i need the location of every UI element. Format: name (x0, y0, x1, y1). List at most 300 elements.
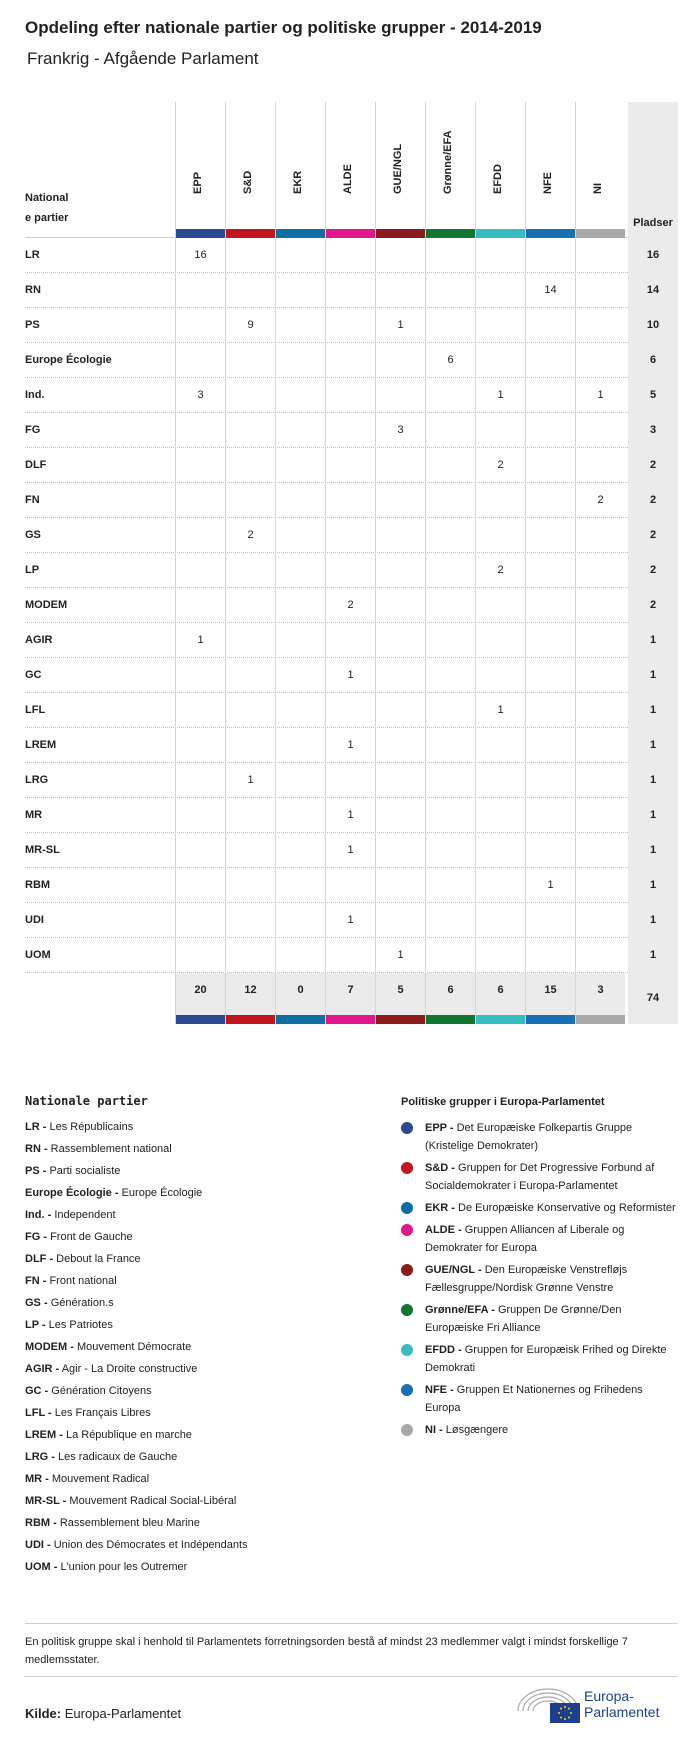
seat-cell (325, 518, 375, 553)
party-abbr: FN - (25, 1275, 47, 1287)
party-legend-item (25, 1204, 365, 1226)
seat-cell (425, 553, 475, 588)
row-seat-total: 6 (628, 343, 678, 378)
footnote: En politisk gruppe skal i henhold til Parlamentets forretningsorden bestå af mindst 23 medlemmer valgt i mindst forskellige 7 medlemsstater. (25, 1636, 628, 1666)
seat-cell (425, 448, 475, 483)
seat-cell (575, 238, 625, 273)
group-column-header (425, 102, 475, 238)
seat-cell (475, 483, 525, 518)
seat-cell (175, 658, 225, 693)
seat-cell (225, 483, 275, 518)
group-column-label: NFE (542, 172, 554, 194)
seat-cell (525, 483, 575, 518)
party-name: MR-SL (25, 844, 60, 856)
page-subtitle: Frankrig - Afgående Parlament (27, 49, 259, 68)
seat-cell (275, 903, 325, 938)
seat-cell (475, 238, 525, 273)
table-row (25, 308, 678, 343)
party-legend-item (25, 1226, 365, 1248)
party-legend-item (25, 1182, 365, 1204)
political-groups-heading: Politiske grupper i Europa-Parlamentet (401, 1096, 605, 1108)
seat-cell (575, 308, 625, 343)
table-row (25, 518, 678, 553)
group-color-dot-icon (401, 1384, 413, 1396)
seat-cell (325, 273, 375, 308)
group-total-value: 12 (244, 984, 257, 996)
table-row (25, 448, 678, 483)
row-seat-total: 1 (628, 728, 678, 763)
group-legend-item (401, 1199, 681, 1217)
group-column-header (575, 102, 625, 238)
seat-cell (325, 238, 375, 273)
group-full-name: Gruppen Et Nationernes og Frihedens Europa (425, 1384, 643, 1414)
seat-cell (375, 588, 425, 623)
seat-cell (525, 693, 575, 728)
seat-cell: 3 (175, 378, 225, 413)
seat-cell (275, 588, 325, 623)
seat-cell (325, 938, 375, 973)
ep-logo (516, 1685, 681, 1725)
seat-cell (275, 448, 325, 483)
seat-cell (425, 378, 475, 413)
seat-cell (375, 483, 425, 518)
party-name: RBM (25, 879, 51, 891)
seat-cell (175, 868, 225, 903)
seat-cell: 2 (575, 483, 625, 518)
seat-cell (175, 588, 225, 623)
seat-cell (175, 693, 225, 728)
party-full-name: Les radicaux de Gauche (58, 1451, 178, 1463)
group-full-name: Det Europæiske Folkepartis Gruppe (Kristelige Demokrater) (425, 1122, 633, 1152)
seat-cell (325, 448, 375, 483)
table-row (25, 798, 678, 833)
row-seat-total: 10 (628, 308, 678, 343)
row-seat-total: 1 (628, 658, 678, 693)
seat-cell: 1 (325, 903, 375, 938)
seat-cell (575, 763, 625, 798)
seat-cell (225, 238, 275, 273)
seat-cell (425, 238, 475, 273)
seat-cell (525, 658, 575, 693)
source-value: Europa-Parlamentet (64, 1706, 182, 1721)
party-full-name: Parti socialiste (49, 1165, 121, 1177)
seat-cell (375, 378, 425, 413)
group-legend-item (401, 1221, 681, 1257)
seat-cell (225, 693, 275, 728)
seat-cell (475, 413, 525, 448)
party-full-name: Les Patriotes (48, 1319, 113, 1331)
group-color-bar (276, 1015, 325, 1024)
group-total-cell (525, 973, 575, 1024)
party-abbr: RN - (25, 1143, 48, 1155)
seat-cell: 1 (475, 693, 525, 728)
group-total-cell (275, 973, 325, 1024)
party-abbr: UDI - (25, 1539, 51, 1551)
seat-cell (225, 903, 275, 938)
group-abbr: S&D - (425, 1162, 455, 1174)
group-total-cell (475, 973, 525, 1024)
group-full-name: De Europæiske Konservative og Reformister (458, 1202, 676, 1214)
party-full-name: Europe Écologie (121, 1187, 203, 1199)
party-abbr: LFL - (25, 1407, 52, 1419)
group-total-value: 0 (297, 984, 304, 996)
seat-cell (175, 903, 225, 938)
seat-matrix (25, 102, 678, 1024)
seat-cell (175, 553, 225, 588)
source-label: Kilde: (25, 1706, 62, 1721)
party-full-name: Rassemblement bleu Marine (59, 1517, 200, 1529)
seat-cell (275, 238, 325, 273)
party-legend-item (25, 1446, 365, 1468)
party-name: Europe Écologie (25, 354, 112, 366)
seat-cell (275, 868, 325, 903)
party-abbr: UOM - (25, 1561, 58, 1573)
group-legend-item (401, 1119, 681, 1155)
seat-cell (525, 413, 575, 448)
page-title: Opdeling efter nationale partier og politiske grupper - 2014-2019 (25, 18, 542, 37)
party-full-name: Les Français Libres (54, 1407, 151, 1419)
seat-cell (525, 938, 575, 973)
party-full-name: Debout la France (56, 1253, 141, 1265)
seat-cell (375, 343, 425, 378)
party-abbr: AGIR - (25, 1363, 60, 1375)
seat-cell: 2 (225, 518, 275, 553)
party-legend-item (25, 1270, 365, 1292)
party-abbr: Europe Écologie - (25, 1187, 119, 1199)
group-full-name: Løsgængere (445, 1424, 509, 1436)
group-total-value: 6 (447, 984, 454, 996)
party-legend-item (25, 1424, 365, 1446)
group-color-bar (476, 1015, 525, 1024)
group-total-cell (175, 973, 225, 1024)
group-column-header (225, 102, 275, 238)
group-full-name: Den Europæiske Venstrefløjs Fællesgruppe/Nordisk Grønne Venstre (425, 1264, 628, 1294)
seat-cell: 1 (375, 308, 425, 343)
seat-cell (175, 273, 225, 308)
seat-cell (175, 483, 225, 518)
party-legend-item (25, 1534, 365, 1556)
party-legend-item (25, 1160, 365, 1182)
party-legend-item (25, 1468, 365, 1490)
group-column-header (375, 102, 425, 238)
seat-cell (525, 833, 575, 868)
group-abbr: NFE - (425, 1384, 454, 1396)
party-abbr: LR - (25, 1121, 47, 1133)
seat-cell (425, 763, 475, 798)
logo-line-1: Europa- (584, 1688, 634, 1704)
divider (25, 1623, 678, 1624)
seat-cell (225, 798, 275, 833)
national-parties-legend (25, 1094, 365, 1578)
group-column-header (475, 102, 525, 238)
table-row (25, 903, 678, 938)
group-abbr: Grønne/EFA - (425, 1304, 495, 1316)
group-color-dot-icon (401, 1344, 413, 1356)
seat-cell (525, 378, 575, 413)
seat-cell (175, 308, 225, 343)
party-abbr: FG - (25, 1231, 47, 1243)
group-total-value: 6 (497, 984, 504, 996)
party-name: LREM (25, 739, 57, 751)
party-name: LP (25, 564, 40, 576)
party-abbr: MODEM - (25, 1341, 74, 1353)
row-seat-total: 2 (628, 448, 678, 483)
seat-cell (175, 763, 225, 798)
party-full-name: Génération.s (50, 1297, 114, 1309)
group-column-header (525, 102, 575, 238)
group-legend-item (401, 1421, 681, 1439)
seat-cell (525, 798, 575, 833)
party-abbr: GC - (25, 1385, 49, 1397)
seat-cell (175, 728, 225, 763)
group-legend-item (401, 1261, 681, 1297)
seat-cell (225, 553, 275, 588)
table-row (25, 238, 678, 273)
party-abbr: GS - (25, 1297, 48, 1309)
party-name: DLF (25, 459, 47, 471)
totals-row (25, 973, 678, 1024)
seat-cell (425, 833, 475, 868)
group-column-header (325, 102, 375, 238)
party-name: RN (25, 284, 41, 296)
group-color-dot-icon (401, 1122, 413, 1134)
row-seat-total: 16 (628, 238, 678, 273)
party-name: UOM (25, 949, 51, 961)
party-name: LRG (25, 774, 49, 786)
seat-cell (175, 938, 225, 973)
seat-cell: 1 (375, 938, 425, 973)
seat-cell (325, 693, 375, 728)
seat-cell (225, 728, 275, 763)
seat-cell (575, 728, 625, 763)
group-abbr: NI - (425, 1424, 443, 1436)
table-row (25, 413, 678, 448)
total-seats: 74 (628, 973, 678, 1024)
seat-cell (475, 343, 525, 378)
seat-cell (575, 588, 625, 623)
party-name: GS (25, 529, 41, 541)
party-name: FG (25, 424, 41, 436)
seat-cell (575, 623, 625, 658)
seat-cell (375, 798, 425, 833)
table-row (25, 623, 678, 658)
seat-cell (525, 623, 575, 658)
seat-cell: 2 (325, 588, 375, 623)
group-color-dot-icon (401, 1202, 413, 1214)
seat-cell (475, 588, 525, 623)
seat-cell (225, 343, 275, 378)
seat-cell (325, 343, 375, 378)
seat-cell (275, 728, 325, 763)
party-full-name: Mouvement Démocrate (76, 1341, 192, 1353)
row-seat-total: 1 (628, 833, 678, 868)
seat-cell: 2 (475, 448, 525, 483)
seat-cell: 2 (475, 553, 525, 588)
seat-cell (275, 273, 325, 308)
seat-cell: 1 (575, 378, 625, 413)
group-abbr: ALDE - (425, 1224, 462, 1236)
seat-cell (225, 658, 275, 693)
seat-cell (175, 448, 225, 483)
seat-cell (525, 518, 575, 553)
seat-cell (425, 798, 475, 833)
seat-cell (575, 938, 625, 973)
seat-cell (525, 903, 575, 938)
party-abbr: LP - (25, 1319, 46, 1331)
seat-cell (425, 693, 475, 728)
matrix-header (25, 102, 678, 238)
seats-column-header (628, 102, 678, 238)
row-seat-total: 1 (628, 868, 678, 903)
seat-cell: 1 (325, 728, 375, 763)
party-legend-item (25, 1490, 365, 1512)
party-name: LR (25, 249, 40, 261)
party-full-name: Mouvement Radical (51, 1473, 150, 1485)
seat-cell (575, 693, 625, 728)
party-abbr: MR-SL - (25, 1495, 67, 1507)
seat-cell (275, 833, 325, 868)
seat-cell (225, 413, 275, 448)
party-full-name: Independent (54, 1209, 116, 1221)
group-color-bar (576, 229, 625, 238)
group-total-cell (225, 973, 275, 1024)
party-name: PS (25, 319, 40, 331)
seat-cell (275, 553, 325, 588)
seat-cell (175, 343, 225, 378)
seat-cell (225, 623, 275, 658)
seat-cell (275, 378, 325, 413)
seat-cell: 1 (325, 658, 375, 693)
seat-cell (425, 658, 475, 693)
table-row (25, 553, 678, 588)
seat-cell (325, 378, 375, 413)
seat-cell (375, 238, 425, 273)
seat-cell (475, 273, 525, 308)
group-color-bar (426, 229, 475, 238)
table-row (25, 273, 678, 308)
group-total-cell (375, 973, 425, 1024)
party-name: MODEM (25, 599, 68, 611)
table-row (25, 378, 678, 413)
seat-cell (175, 798, 225, 833)
seat-cell (525, 588, 575, 623)
group-column-header (175, 102, 225, 238)
seat-cell (525, 553, 575, 588)
party-full-name: Union des Démocrates et Indépendants (53, 1539, 248, 1551)
seat-cell: 1 (475, 378, 525, 413)
group-color-bar (426, 1015, 475, 1024)
party-name: Ind. (25, 389, 45, 401)
seat-cell (375, 903, 425, 938)
political-groups-legend (401, 1094, 681, 1443)
seat-cell (225, 448, 275, 483)
group-column-label: EFDD (492, 164, 504, 194)
seat-cell (525, 343, 575, 378)
seat-cell (275, 693, 325, 728)
divider (25, 1676, 678, 1677)
seat-cell (275, 658, 325, 693)
seat-cell (325, 553, 375, 588)
seat-cell (225, 588, 275, 623)
group-abbr: EPP - (425, 1122, 454, 1134)
party-abbr: PS - (25, 1165, 47, 1177)
group-total-cell (325, 973, 375, 1024)
seat-cell: 3 (375, 413, 425, 448)
matrix-body (25, 238, 678, 973)
group-color-bar (526, 229, 575, 238)
group-abbr: GUE/NGL - (425, 1264, 482, 1276)
seat-cell (525, 448, 575, 483)
party-legend-item (25, 1512, 365, 1534)
row-seat-total: 1 (628, 623, 678, 658)
table-row (25, 693, 678, 728)
group-column-label: GUE/NGL (392, 143, 404, 194)
row-seat-total: 1 (628, 693, 678, 728)
source-line (25, 1706, 181, 1721)
seat-cell (475, 518, 525, 553)
table-row (25, 763, 678, 798)
party-full-name: Rassemblement national (50, 1143, 172, 1155)
group-column-label: NI (592, 183, 604, 194)
seat-cell (375, 623, 425, 658)
seat-cell (325, 868, 375, 903)
seat-cell (225, 378, 275, 413)
group-total-value: 5 (397, 984, 404, 996)
group-column-label: EPP (192, 171, 204, 194)
group-color-bar (376, 229, 425, 238)
party-legend-item (25, 1116, 365, 1138)
party-legend-item (25, 1248, 365, 1270)
group-color-bar (226, 229, 275, 238)
seat-cell (425, 483, 475, 518)
seat-cell (225, 938, 275, 973)
group-total-cell (425, 973, 475, 1024)
seat-cell (575, 413, 625, 448)
seat-cell (375, 448, 425, 483)
seat-cell (575, 518, 625, 553)
seat-cell (275, 518, 325, 553)
seat-cell (375, 868, 425, 903)
row-seat-total: 1 (628, 903, 678, 938)
group-legend-item (401, 1159, 681, 1195)
table-row (25, 343, 678, 378)
party-legend-item (25, 1358, 365, 1380)
group-abbr: EKR - (425, 1202, 455, 1214)
group-color-bar (276, 229, 325, 238)
party-abbr: MR - (25, 1473, 49, 1485)
group-color-dot-icon (401, 1162, 413, 1174)
seat-cell: 1 (175, 623, 225, 658)
group-color-bar (226, 1015, 275, 1024)
group-color-bar (326, 229, 375, 238)
seat-cell (175, 413, 225, 448)
seat-cell (525, 308, 575, 343)
group-total-value: 3 (597, 984, 604, 996)
group-color-bar (326, 1015, 375, 1024)
group-column-label: ALDE (342, 164, 354, 194)
row-seat-total: 1 (628, 938, 678, 973)
seat-cell (425, 518, 475, 553)
seat-cell: 9 (225, 308, 275, 343)
seat-cell (325, 308, 375, 343)
seat-cell (425, 728, 475, 763)
seat-cell (425, 308, 475, 343)
seat-cell (275, 308, 325, 343)
party-name: MR (25, 809, 43, 821)
group-color-dot-icon (401, 1224, 413, 1236)
party-full-name: La République en marche (65, 1429, 192, 1441)
group-color-bar (376, 1015, 425, 1024)
